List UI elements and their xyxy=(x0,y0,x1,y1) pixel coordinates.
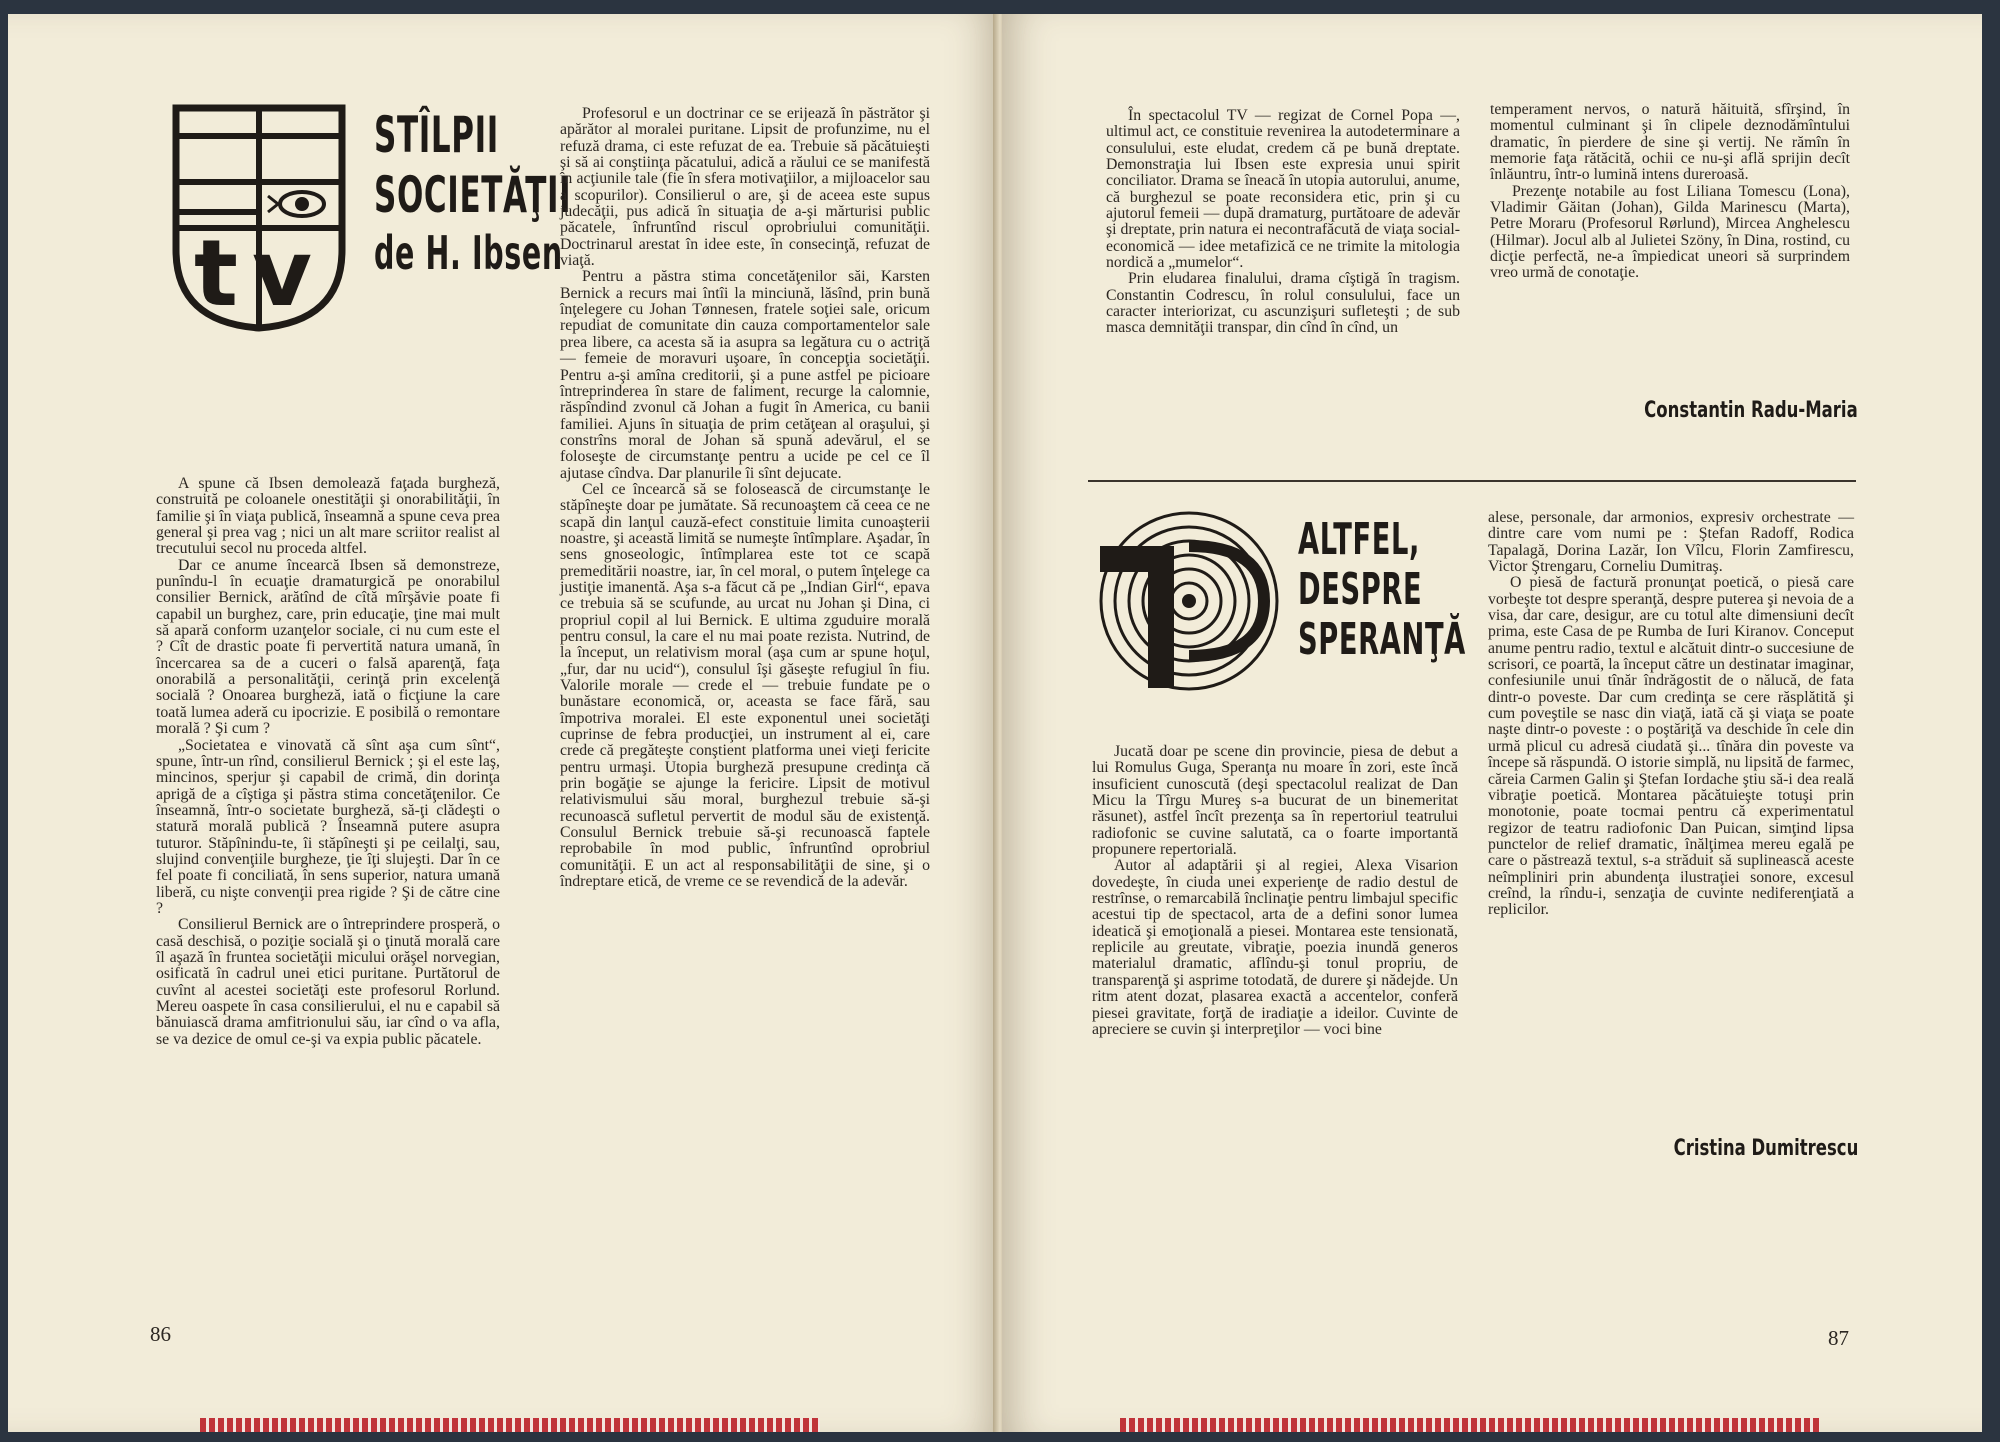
left-column-2 xyxy=(560,106,930,891)
right-bottom-column-1 xyxy=(1092,744,1458,1038)
page-number-right: 87 xyxy=(1828,1326,1849,1350)
paragraph: O piesă de factură pronunţat poetică, o piesă care vorbeşte tot despre speranţă, despre puterea şi nevoia de a visa, dar care, desigur, are cu totul alte dimensiuni decît prima, este Casa de pe Rumba de Iuri Kiranov. Conceput anume pentru radio, textul e alcătuit dintr-o succesiune de scrisori, ce poartă, la început către un destinatar imaginar, confesiunile unui tînăr îndrăgostit de o nălucă, de fata dintr-o poveste. Dar cum credinţa se cere răsplătită şi cum poveştile se nasc din viaţă, iată că şi viaţa se poate naşte dintr-o poveste : o poştăriţă va deschide în cele din urmă plicul cu adresă ciudată şi... tînăra din poveste va începe să răspundă. O istorie simplă, nu lipsită de farmec, căreia Carmen Galin şi Ştefan Iordache ştiu să-i dea reală vibraţie poetică. Montarea păcătuieşte totuşi prin monotonie, poate tocmai pentru că experimentatul regizor de teatru radiofonic Dan Puican, simţind lipsa punctelor de relief dramatic, înălţimea mereu egală pe care o păstrează textul, s-a străduit să suplinească aceste neîmpliniri prin abundenţa ilustraţiei sonore, excesul creînd, la rîndu-i, senzaţia de cuvinte nediferenţiată a replicilor. xyxy=(1488,574,1854,919)
page-number-left: 86 xyxy=(150,1322,171,1346)
article-author-line: de H. Ibsen xyxy=(374,226,563,280)
paragraph: Prin eludarea finalului, drama cîştigă în tragism. Constantin Codrescu, în rolul consulului, face un caracter interiorizat, cu ascunzişuri sufleteşti ; de sub masca demnităţii transpar, din cînd în cînd, un xyxy=(1106,270,1460,337)
paragraph: În spectacolul TV — regizat de Cornel Popa —, ultimul act, ce constituie revenirea la autodeterminare a consulului, este eludat, credem că pe bună dreptate. Demonstraţia lui Ibsen este expresia unui spirit conciliator. Drama se îneacă în utopia autorului, anume, că burghezul se poate reconsidera etic, prin şi cu ajutorul femeii — după dramaturg, purtătoare de adevăr şi dreptate, prin natura ei necontrafăcută de viaţa social-economică — idee metafizică ce ne trimite la mitologia nordică a „mumelor“. xyxy=(1106,107,1460,272)
paragraph: Autor al adaptării şi al regiei, Alexa Visarion dovedeşte, în ciuda unei experienţe de radio destul de restrînse, o remarcabilă înclinaţie pentru limbajul specific acestui tip de spectacol, arta de a defini sonor lumea ideatică şi emoţională a piesei. Montarea este tensionată, replicile au greutate, vibraţie, poezia inundă generos materialul dramatic, aflîndu-şi tonul propriu, de transparenţă şi asprime totodată, de durere şi nădejde. Un ritm atent dozat, plasarea exactă a accentelor, conferă piesei gravitate, forţă de iradiaţie a ideilor. Cuvinte de apreciere se cuvin şi interpreţilor — voci bine xyxy=(1092,857,1458,1038)
section-divider xyxy=(1088,480,1856,482)
paragraph: Profesorul e un doctrinar ce se erijează în păstrător şi apărător al moralei puritane. Lipsit de profunzime, nu el refuză drama, ci este refuzat de ea. Trebuie să păcătuieşti şi să ai conştiinţa păcatului, adică a răului ce se manifestă în acţiunile tale (fie în sfera motivaţiilor, a mijloacelor sau a scopurilor). Consilierul o are, şi de aceea este supus judecăţii, pus adică în situaţia de a-şi mărturisi public păcatele, înfruntînd riscul oprobriului comunităţii. Doctrinarul arestat în idee este, în consecinţă, refuzat de viaţă. xyxy=(560,105,930,270)
paragraph: „Societatea e vinovată că sînt aşa cum sînt“, spune, într-un rînd, consilierul Bernick ; şi el este laş, mincinos, sperjur şi capabil de crimă, din dorinţa aprigă de a cîştiga şi păstra stima concetăţenilor. Ce înseamnă, într-o societate burgheză, să-ţi clădeşti o statură morală publică ? Înseamnă putere asupra tuturor. Stăpînindu-te, îi stăpîneşti şi pe ceilalţi, sau, slujind convenţiile burgheze, ţie îţi slujeşti. Dar în ce fel poate fi conciliată, în sens superior, natura umană liberă, cu nişte convenţii prea rigide ? Şi de către cine ? xyxy=(156,736,500,917)
paragraph: Cel ce încearcă să se folosească de circumstanţe le stăpîneşte doar pe jumătate. Să recunoaştem că ceea ce ne scapă din lanţul cauză-efect constituie limita cunoaşterii noastre, şi această limită se numeşte întîmplare. Aşadar, în sens gnoseologic, întîmplarea este tot ce scapă premeditării noastre, iar, în cel moral, o putem înţelege ca justiţie imanentă. Aşa s-a făcut că pe „Indian Girl“, epava ce trebuia să se scufunde, au urcat nu Johan şi Dina, ci propriul copil al lui Bernick. E ultima zguduire morală pentru consul, la care el nu mai poate rezista. Nutrind, de la început, un relativism moral (aşa cum ar spune hoţul, „fur, dar nu ucid“), consulul îşi găseşte refugiul în fiu. Valorile morale — crede el — trebuie fundate pe o bunăstare economică, or, aceasta se face fără, sau împotriva moralei. El este exponentul unei societăţi cuprinse de febra producţiei, un instrument al ei, care crede că pregăteşte conştient platforma unei vieţi fericite pentru urmaşi. Utopia burgheză presupune credinţa că prin bogăţie se ajunge la fericire. Lipsit de motivul relativismului său moral, burghezul trebuie să-şi recunoască sufletul pervertit de modul său de existenţă. Consulul Bernick trebuie să-şi recunoască faptele reprobabile în mod public, înfruntînd oprobriul comunităţii. E un act al responsabilităţii de sine, şi o îndreptare etică, de vreme ce se revendică de la adevăr. xyxy=(560,480,930,891)
paragraph: alese, personale, dar armonios, expresiv orchestrate — dintre care vom numi pe : Ştefan Radoff, Rodica Tapalagă, Dorina Lazăr, Ion Vîlcu, Florin Zamfirescu, Victor Ştrengaru, Corneliu Dumitraş. xyxy=(1488,509,1854,576)
author-signature-2: Cristina Dumitrescu xyxy=(1673,1136,1858,1161)
paragraph: temperament nervos, o natură hăituită, sfîrşind, în momentul culminant şi în clipele deznodămîntului dramatic, în pierdere de sine şi vertij. Ne rămîn în memorie faţa rătăcită, ochii ce nu-şi află sprijin decît înlăuntru, într-o lumină intens dureroasă. xyxy=(1490,101,1850,184)
paragraph: Jucată doar pe scene din provincie, piesa de debut a lui Romulus Guga, Speranţa nu moare în zori, este încă insuficient cunoscută (deşi spectacolul realizat de Dan Micu la Tîrgu Mureş s-a bucurat de un binemeritat răsunet), astfel încît prezenţa sa în repertoriul teatrului radiofonic se cuvine salutată, ca o foarte importantă propunere repertorială. xyxy=(1092,743,1458,859)
paragraph: Pentru a păstra stima concetăţenilor săi, Karsten Bernick a recurs mai întîi la minciună, lăsînd, prin bună înţelegere cu Johan Tønnesen, fratele soţiei sale, oricum repudiat de comunitate din cauza comportamentelor sale prea libere, ca acesta să ia asupra sa legătura cu o actriţă — femeie de moravuri uşoare, în concepţia societăţii. Pentru a-şi amîna creditorii, şi a pune astfel pe picioare întreprinderea în stare de faliment, recurge la calomnie, răspîndind zvonul că Johan a fugit în America, cu banii familiei. Ajuns în situaţia de prim cetăţean al oraşului, şi constrîns moral de Johan să spună adevărul, el se foloseşte de circumstanţe pentru a ucide pe cel ce îl ajutase cîndva. Dar planurile îi sînt dejucate. xyxy=(560,268,930,482)
left-column-1 xyxy=(156,476,500,1048)
paragraph: A spune că Ibsen demolează faţada burgheză, construită pe coloanele onestităţii şi onorabilităţii, în familie şi în viaţa publică, înseamnă a spune ceva prea general şi prea vag ; nici un alt mare scriitor realist al trecutului secol nu proceda altfel. xyxy=(156,475,500,558)
left-page xyxy=(8,14,998,1432)
article-title-line2: SOCIETĂŢII xyxy=(374,166,572,224)
bottom-edge-left xyxy=(200,1418,820,1432)
bottom-edge-right xyxy=(1120,1418,1820,1432)
right-page xyxy=(1002,14,1982,1432)
author-signature-1: Constantin Radu-Maria xyxy=(1644,398,1858,423)
article2-title-line1: ALTFEL, xyxy=(1298,514,1420,565)
radio-logo xyxy=(1094,506,1284,696)
paragraph: Dar ce anume încearcă Ibsen să demonstreze, punîndu-l în ecuaţie dramaturgică pe onorabilul consilier Bernick, arătînd de cîtă mîrşăvie poate fi capabil un burghez, care, prin educaţie, ţine mai mult să apară conform uzanţelor sociale, ci nu cum este el ? Cît de drastic poate fi pervertită natura umană, în încercarea sa de a cuceri o falsă aparenţă, faţa onorabilă a personalităţii, cerinţă prin excelenţă socială ? Onoarea burgheză, iată o ficţiune la care toată lumea aderă cu ipocrizie. E posibilă o remontare morală ? Şi cum ? xyxy=(156,556,500,738)
tv-logo-letters: tv xyxy=(194,220,326,327)
paragraph: Consilierul Bernick are o întreprindere prosperă, o casă deschisă, o poziţie socială şi o ţinută morală care îl aşază în fruntea societăţii micului orăşel norvegian, osificată în cadrul unei etici puritane. Purtătorul de cuvînt al acestei societăţi este profesorul Rorlund. Mereu oaspete în casa consilierului, el nu e capabil să bănuiască drama amfitrionului său, iar cînd o va afla, se va dezice de omul ce-şi va expia public păcatele. xyxy=(156,916,500,1048)
radio-spiral-icon xyxy=(1094,506,1284,696)
article-title-line1: STÎLPII xyxy=(374,106,499,164)
article2-title-line2: DESPRE xyxy=(1298,564,1423,615)
article2-title-line3: SPERANŢĂ xyxy=(1298,614,1466,665)
right-top-column-1 xyxy=(1106,108,1460,337)
tv-logo xyxy=(168,100,350,332)
right-bottom-column-2 xyxy=(1488,510,1854,919)
paragraph: Prezenţe notabile au fost Liliana Tomescu (Lona), Vladimir Găitan (Johan), Gilda Marinescu (Marta), Petre Moraru (Profesorul Rørlund), Mircea Anghelescu (Hilmar). Jocul alb al Julietei Szöny, în Dina, rostind, cu dicţie perfectă, ne-a împiedicat uneori să surprindem vreo urmă de conotaţie. xyxy=(1490,182,1850,282)
right-top-column-2 xyxy=(1490,102,1850,282)
